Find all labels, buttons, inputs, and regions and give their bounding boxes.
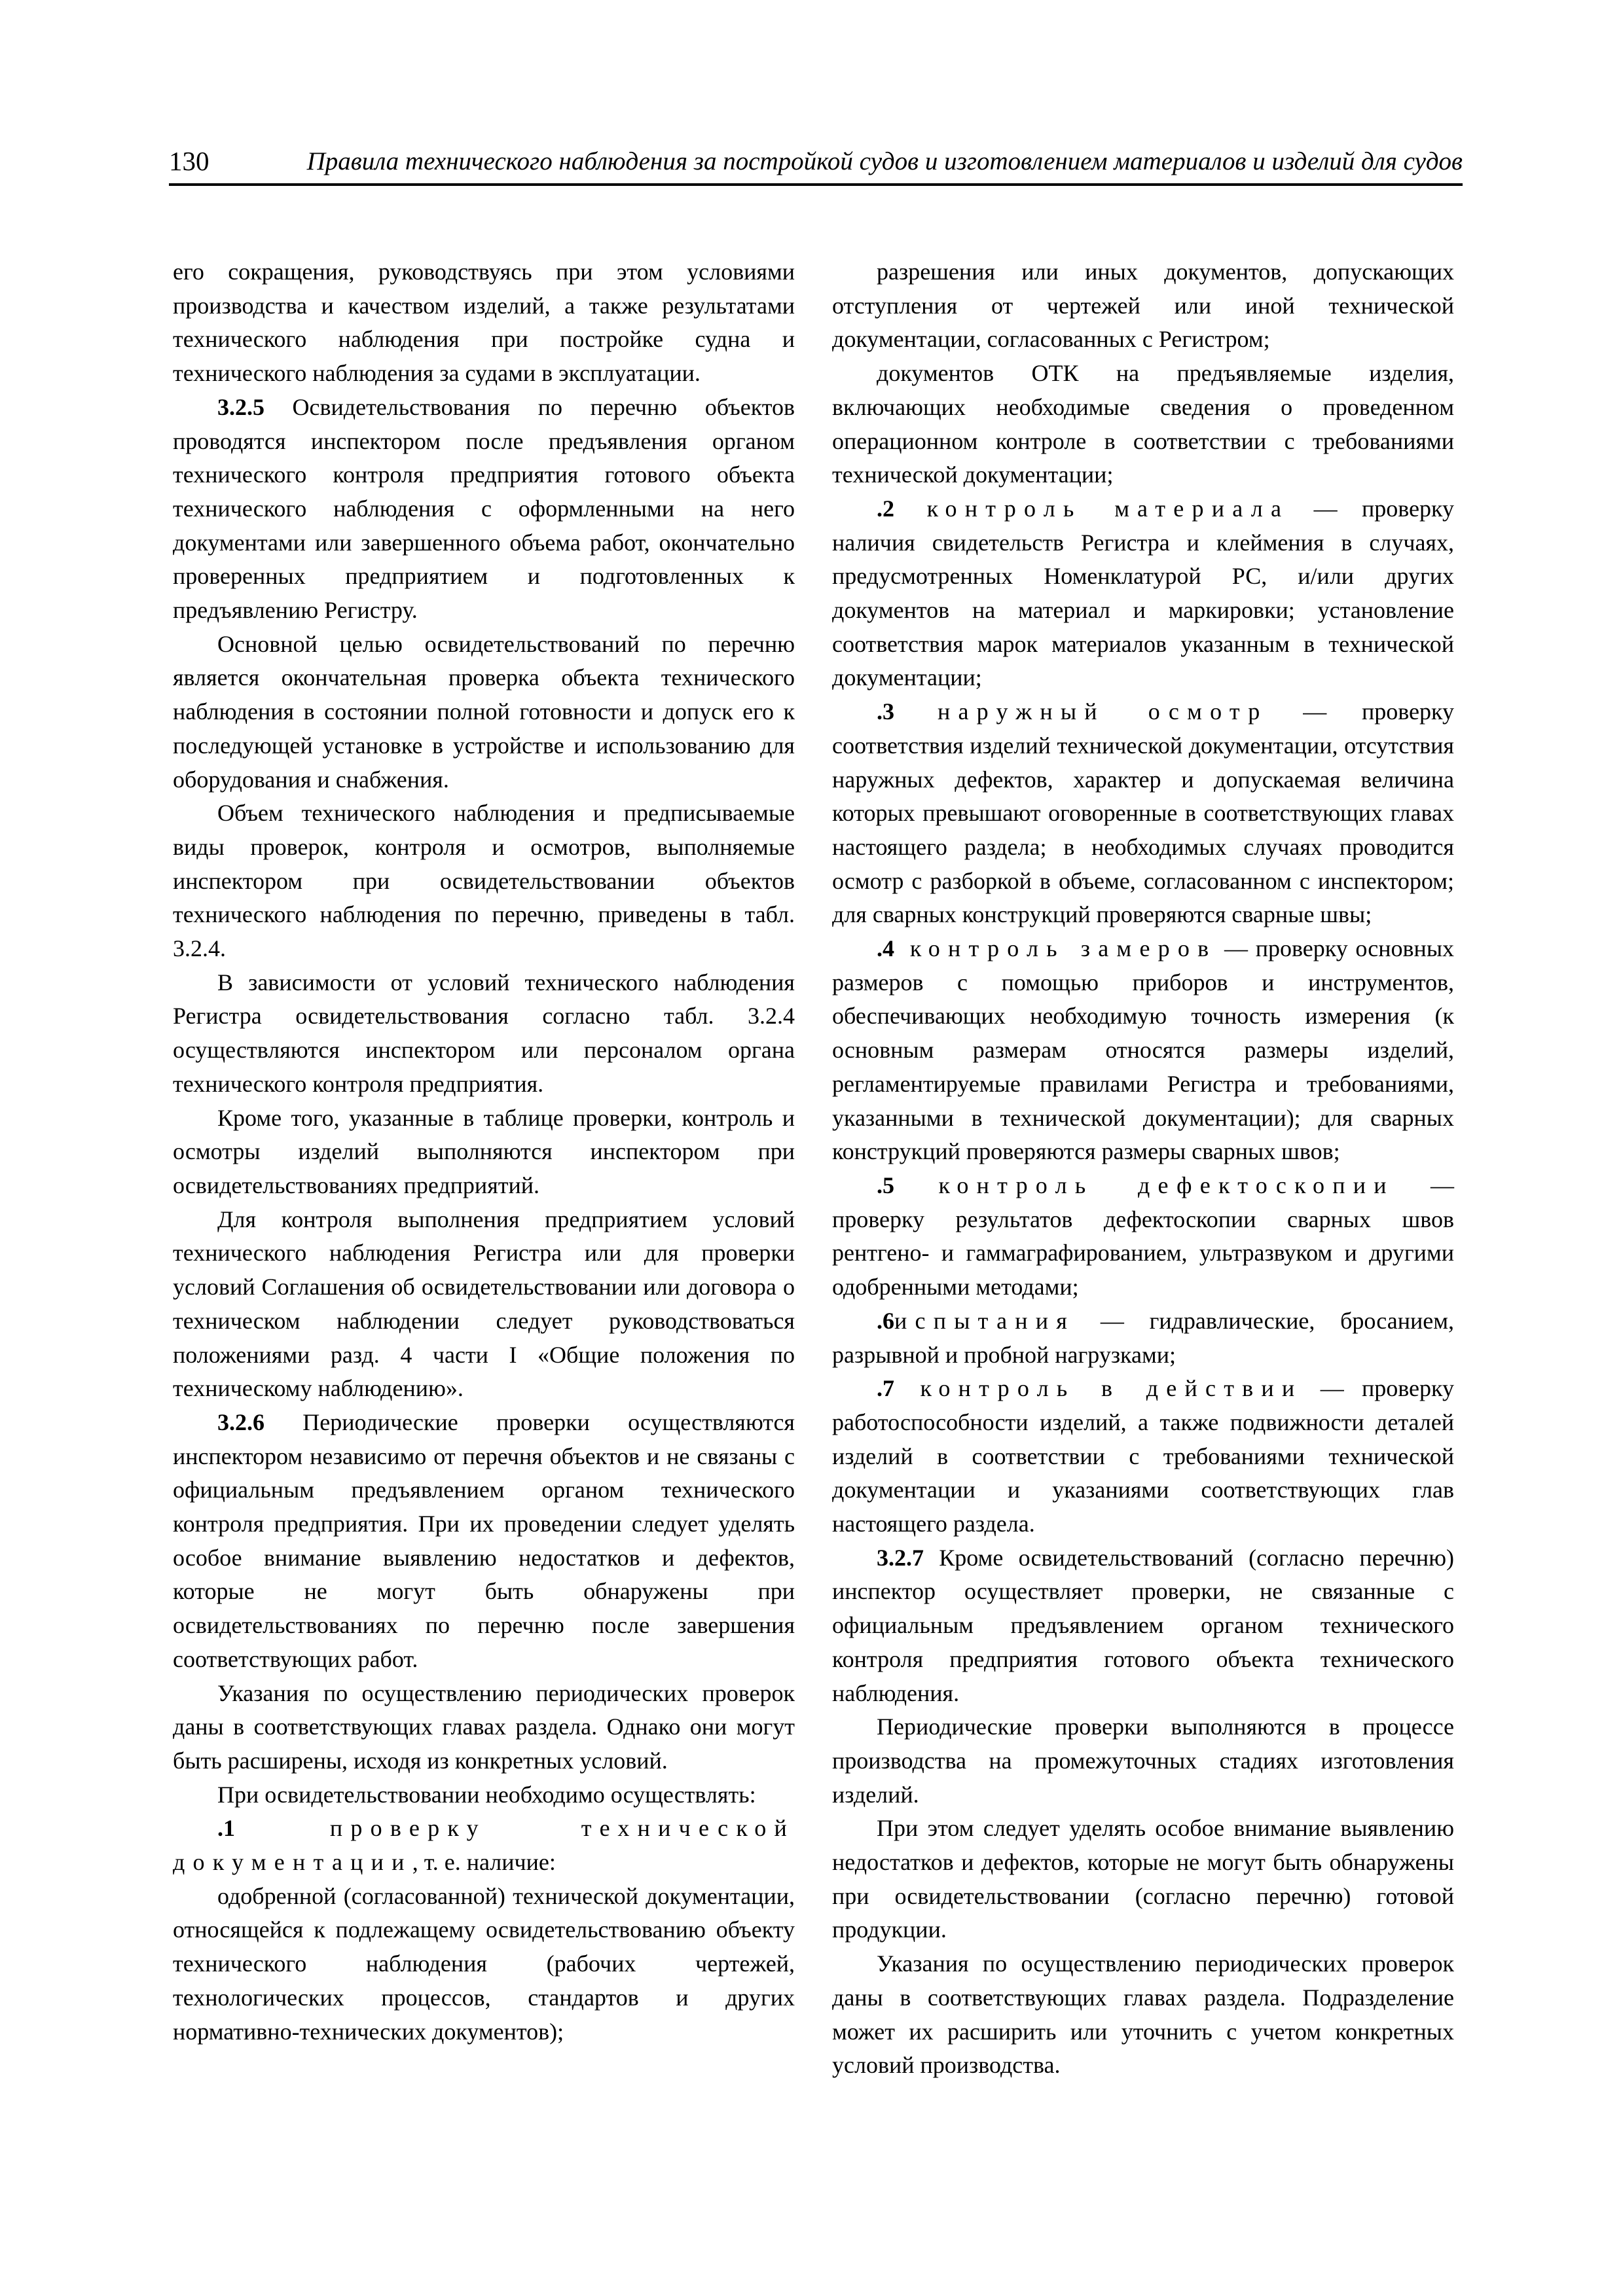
- item-text: — проверку работоспособности изделий, а также подвижности деталей изделий в соответствии с требованиями технической документации и указаниями соответствующих глав настоящего раздела.: [832, 1375, 1454, 1537]
- section-text: Освидетельствования по перечню объектов проводятся инспектором после предъявления органом технического контроля предприятия готового объекта технического наблюдения с оформленными на него документами или завершенного объема работ, окончательно проверенных предприятием и подготовленных к предъявлению Регистру.: [173, 393, 795, 624]
- list-item-1: [173, 1812, 795, 1879]
- paragraph: документов ОТК на предъявляемые изделия, включающих необходимые сведения о проведенном операционном контроле в соответствии с требованиями технической документации;: [832, 360, 1454, 488]
- paragraph: Указания по осуществлению периодических проверок даны в соответствующих главах раздела. Подразделение может их расширить или уточнить с учетом конкретных условий производства.: [832, 1950, 1454, 2079]
- item-title: проверку технической документации: [173, 1815, 795, 1876]
- section-number: 3.2.5: [217, 393, 264, 420]
- paragraph: Объем технического наблюдения и предписываемые виды проверок, контроля и осмотров, выполняемые инспектором при освидетельствовании объектов технического наблюдения по перечню, приведены в табл. 3.2.4.: [173, 800, 795, 962]
- paragraph: В зависимости от условий технического наблюдения Регистра освидетельствования согласно табл. 3.2.4 осуществляются инспектором или персоналом органа технического контроля предприятия.: [173, 969, 795, 1097]
- item-title: наружный осмотр: [894, 698, 1268, 725]
- section-number: 3.2.7: [877, 1544, 924, 1571]
- page-header: [169, 136, 1463, 186]
- list-item-6: [832, 1304, 1454, 1372]
- section-3-2-6: [173, 1406, 795, 1677]
- paragraph: Основной целью освидетельствований по перечню является окончательная проверка объекта технического наблюдения в состоянии полной готовности и допуск его к последующей установке в устройстве и использованию для оборудования и снабжения.: [173, 630, 795, 793]
- item-text: — гидравлические, бросанием, разрывной и пробной нагрузками;: [832, 1307, 1454, 1368]
- paragraph: Указания по осуществлению периодических проверок даны в соответствующих главах раздела. Однако они могут быть расширены, исходя из конкретных условий.: [173, 1679, 795, 1774]
- section-text: Кроме освидетельствований (согласно перечню) инспектор осуществляет проверки, не связанные с официальным предъявлением органом технического контроля предприятия готового объекта технического наблюдения.: [832, 1544, 1454, 1706]
- item-number: .3: [877, 698, 894, 725]
- section-3-2-5: [173, 391, 795, 628]
- item-title: контроль материала: [894, 495, 1290, 522]
- list-item-4: [832, 932, 1454, 1169]
- section-number: 3.2.6: [217, 1408, 264, 1435]
- item-text: — проверку наличия свидетельств Регистра и клеймения в случаях, предусмотренных Номенклатурой РС, и/или других документов на материал и маркировки; установление соответствия марок материалов указанным в технической документации;: [832, 495, 1454, 691]
- paragraph: Периодические проверки выполняются в процессе производства на промежуточных стадиях изготовления изделий.: [832, 1713, 1454, 1808]
- section-text: Периодические проверки осуществляются инспектором независимо от перечня объектов и не связаны с официальным предъявлением органом технического контроля предприятия. При их проведении следует уделять особое внимание выявлению недостатков и дефектов, которые не могут быть обнаружены при освидетельствованиях по перечню после завершения соответствующих работ.: [173, 1408, 795, 1672]
- list-item-3: [832, 695, 1454, 932]
- item-title: контроль в действии: [894, 1375, 1303, 1402]
- list-item-2: [832, 492, 1454, 695]
- section-3-2-7: [832, 1541, 1454, 1711]
- list-item-5: [832, 1169, 1454, 1304]
- list-item-7: [832, 1372, 1454, 1541]
- paragraph: разрешения или иных документов, допускающих отступления от чертежей или иной технической документации, согласованных с Регистром;: [832, 259, 1454, 353]
- page-number: 130: [169, 146, 210, 176]
- item-number: .6: [877, 1307, 894, 1334]
- item-number: .1: [217, 1815, 235, 1842]
- paragraph: Кроме того, указанные в таблице проверки, контроль и осмотры изделий выполняются инспектором при освидетельствованиях предприятий.: [173, 1104, 795, 1198]
- paragraph: При освидетельствовании необходимо осуществлять:: [217, 1781, 756, 1808]
- item-text: , т. е. наличие:: [412, 1849, 556, 1876]
- item-text: — проверку соответствия изделий технической документации, отсутствия наружных дефектов, характер и допускаемая величина которых превышают оговоренные в соответствующих главах настоящего раздела; в необходимых случаях проводится осмотр с разборкой в объеме, согласованном с инспектором; для сварных конструкций проверяются сварные швы;: [832, 698, 1454, 928]
- paragraph: При этом следует уделять особое внимание выявлению недостатков и дефектов, которые не могут быть обнаружены при освидетельствовании (согласно перечню) готовой продукции.: [832, 1815, 1454, 1943]
- item-number: .7: [877, 1375, 894, 1402]
- running-title: Правила технического наблюдения за постройкой судов и изготовлением материалов и изделий для судов: [306, 147, 1463, 175]
- paragraph: его сокращения, руководствуясь при этом условиями производства и качеством изделий, а также результатами технического наблюдения при постройке судна и технического наблюдения за судами в эксплуатации.: [173, 259, 795, 387]
- item-number: .2: [877, 495, 894, 522]
- right-column: [832, 255, 1454, 2083]
- item-title: контроль замеров: [894, 935, 1217, 962]
- item-text: — проверку результатов дефектоскопии сварных швов рентгено- и гаммаграфированием, ультразвуком и другими одобренными методами;: [832, 1172, 1454, 1300]
- item-title: испытания: [894, 1307, 1076, 1334]
- item-number: .5: [877, 1172, 894, 1198]
- item-title: контроль дефектоскопии: [894, 1172, 1395, 1198]
- paragraph: одобренной (согласованной) технической документации, относящейся к подлежащему освидетельствованию объекту технического наблюдения (рабочих чертежей, технологических процессов, стандартов и других нормативно-технических документов);: [173, 1882, 795, 2045]
- paragraph: Для контроля выполнения предприятием условий технического наблюдения Регистра или для проверки условий Соглашения об освидетельствовании или договора о техническом наблюдении следует руководствоваться положениями разд. 4 части I «Общие положения по техническому наблюдению».: [173, 1206, 795, 1402]
- left-column: [173, 255, 795, 2049]
- item-number: .4: [877, 935, 894, 962]
- item-text: — проверку основных размеров с помощью приборов и инструментов, обеспечивающих необходимую точность измерения (к основным размерам относятся размеры изделий, регламентируемые правилами Регистра и требованиями, указанными в технической документации); для сварных конструкций проверяются размеры сварных швов;: [832, 935, 1455, 1165]
